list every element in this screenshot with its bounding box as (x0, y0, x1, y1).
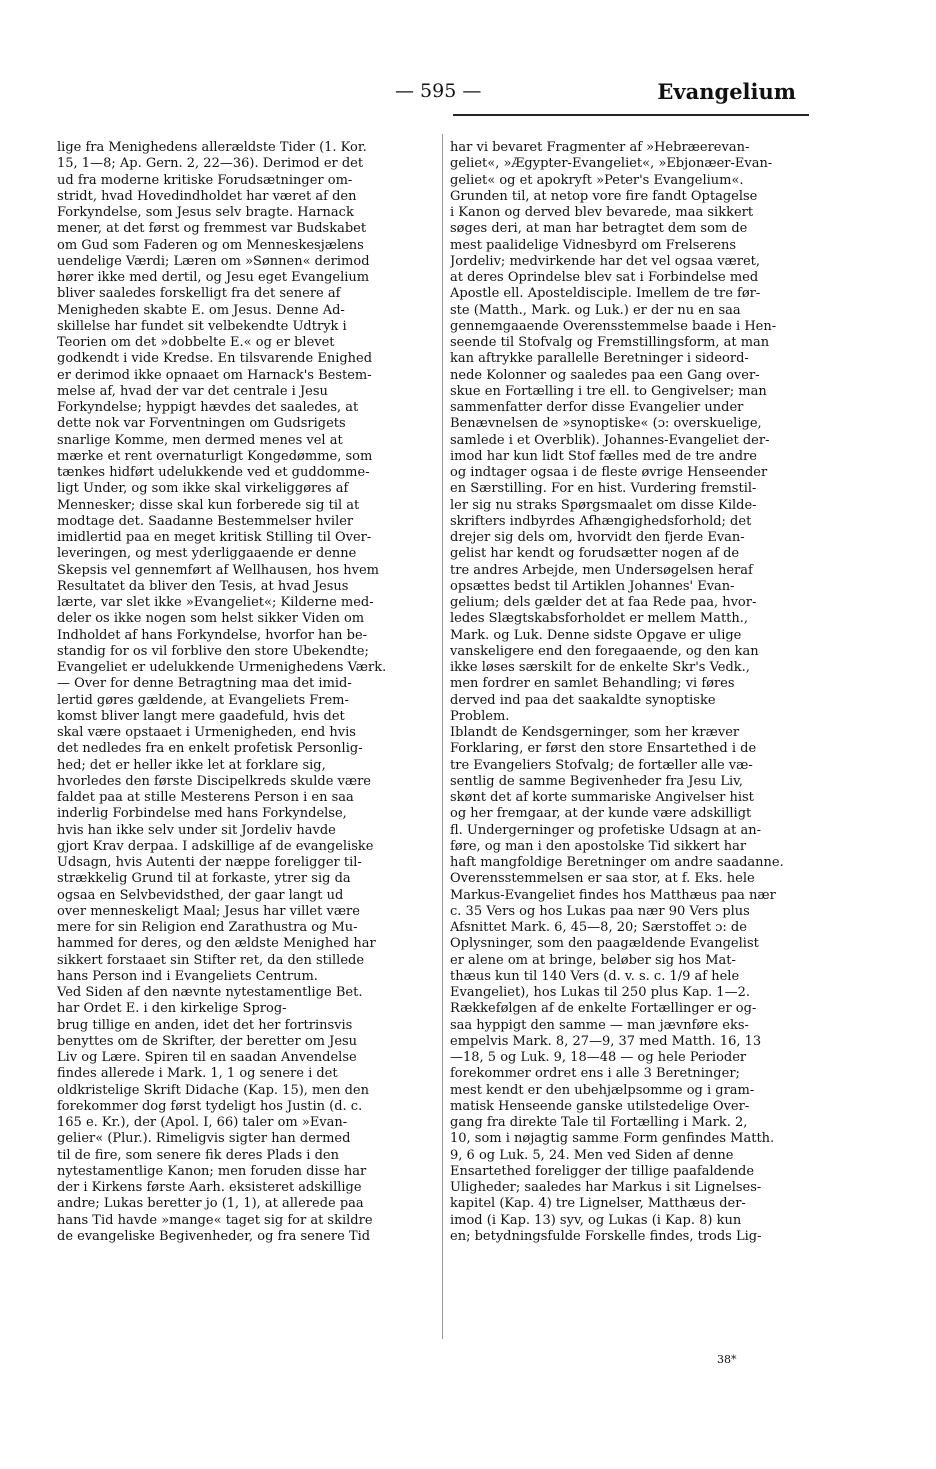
text-line: —18, 5 og Luk. 9, 18—48 — og hele Perioder (450, 1050, 747, 1065)
text-line: i Kanon og derved blev bevarede, maa sikkert (450, 205, 754, 220)
text-line: Forklaring, er først den store Ensartethed i de (450, 741, 757, 757)
text-line: modtage det. Saadanne Bestemmelser hviler (57, 513, 354, 529)
text-line: lertid gøres gældende, at Evangeliets Frem- (57, 692, 349, 708)
text-line: 10, som i nøjagtig samme Form genfindes Matth. (450, 1131, 775, 1147)
text-line: 15, 1—8; Ap. Gern. 2, 22—36). Derimod er det (57, 156, 364, 172)
text-line: bliver saaledes forskelligt fra det senere af (57, 286, 341, 302)
text-line: ud fra moderne kritiske Forudsætninger om- (57, 172, 353, 188)
text-line: Ensartethed foreligger der tillige paafaldende (450, 1163, 755, 1179)
text-line: de evangeliske Begivenheder, og fra senere Tid (57, 1228, 371, 1244)
text-line: geliet« og et apokryft »Peter's Evangelium«. (450, 172, 744, 188)
text-line: til de fire, som senere fik deres Plads i den (57, 1147, 339, 1163)
text-line: lige fra Menighedens allerældste Tider (1. Kor. (57, 140, 367, 155)
text-line: Indholdet af hans Forkyndelse, hvorfor han be- (57, 627, 368, 643)
text-line: Mark. og Luk. Denne sidste Opgave er ulige (450, 627, 742, 643)
text-line: findes allerede i Mark. 1, 1 og senere i det (57, 1066, 338, 1082)
left-column (57, 140, 433, 1245)
text-line: hører ikke med dertil, og Jesu eget Evangelium (57, 270, 370, 285)
text-line: komst bliver langt mere gaadefuld, hvis det (57, 708, 345, 724)
text-line: uendelige Værdi; Læren om »Sønnen« derimod (57, 253, 370, 269)
text-line: tre andres Arbejde, men Undersøgelsen heraf (450, 562, 753, 578)
text-line: gelium; dels gælder det at faa Rede paa, hvor- (450, 595, 757, 610)
text-line: at deres Oprindelse blev sat i Forbindelse med (450, 270, 759, 285)
text-line: brug tillige en anden, idet det her fortrinsvis (57, 1017, 353, 1033)
text-line: og her fremgaar, at der kunde være adskilligt (450, 806, 752, 822)
text-line: seende til Stofvalg og Fremstillingsform, at man (450, 335, 770, 350)
text-line: lærte, var slet ikke »Evangeliet«; Kilderne med- (57, 595, 374, 610)
text-line: leveringen, og mest yderliggaaende er denne (57, 546, 357, 562)
text-line: imidlertid paa en meget kritisk Stilling til Over- (57, 530, 372, 545)
text-line: skønt det af korte summariske Angivelser hist (450, 790, 754, 805)
text-line: Mennesker; disse skal kun forberede sig til at (57, 497, 360, 513)
text-line: empelvis Mark. 8, 27—9, 37 med Matth. 16, 13 (450, 1033, 762, 1049)
text-line: geliet«, »Ægypter-Evangeliet«, »Ebjonæer-Evan- (450, 156, 773, 172)
text-line: mener, at det først og fremmest var Budskabet (57, 221, 367, 237)
text-line: ler sig nu straks Spørgsmaalet om disse Kilde- (450, 497, 757, 513)
text-line: gelist har kendt og forudsætter nogen af de (450, 546, 740, 562)
text-line: Udsagn, hvis Autenti der næppe foreligger til- (57, 855, 362, 870)
text-line: deler os ikke nogen som helst sikker Viden om (57, 611, 365, 627)
text-line: kan aftrykke parallelle Beretninger i sideord- (450, 351, 749, 367)
text-line: godkendt i vide Kredse. En tilsvarende Enighed (57, 351, 373, 367)
text-line: Afsnittet Mark. 6, 45—8, 20; Særstoffet ɔ: de (450, 920, 747, 935)
text-line: Forkyndelse, som Jesus selv bragte. Harnack (57, 205, 354, 220)
text-line: om Gud som Faderen og om Menneskesjælens (57, 237, 364, 253)
text-line: Forkyndelse; hyppigt hævdes det saaledes, at (57, 400, 359, 415)
text-line: Uligheder; saaledes har Markus i sit Lignelses- (450, 1180, 762, 1195)
text-line: stridt, hvad Hovedindholdet har været af den (57, 188, 357, 204)
text-line: over menneskeligt Maal; Jesus har villet være (57, 903, 360, 919)
text-line: mærke et rent overnaturligt Kongedømme, som (57, 448, 373, 464)
text-line: haft mangfoldige Beretninger om andre saadanne. (450, 855, 784, 870)
text-line: mere for sin Religion end Zarathustra og Mu- (57, 920, 358, 935)
text-line: sentlig de samme Begivenheder fra Jesu Liv, (450, 773, 744, 789)
text-line: ikke løses særskilt for de enkelte Skr's Vedk., (450, 660, 750, 675)
text-line: opsættes bedst til Artiklen Johannes' Evan- (450, 578, 735, 594)
text-line: andre; Lukas beretter jo (1, 1), at allerede paa (57, 1196, 364, 1212)
text-line: men fordrer en samlet Behandling; vi føres (450, 676, 735, 692)
text-line: derved ind paa det saakaldte synoptiske (450, 692, 716, 708)
text-line: hans Tid havde »mange« taget sig for at skildre (57, 1212, 373, 1228)
text-line: hed; det er heller ikke let at forklare sig, (57, 757, 326, 773)
text-line: søges deri, at man har betragtet dem som de (450, 221, 748, 237)
header-rule (453, 114, 809, 116)
text-line: vanskeligere end den foregaaende, og den kan (450, 643, 759, 659)
text-line: en Særstilling. For en hist. Vurdering fremstil- (450, 481, 757, 497)
text-line: hvorledes den første Discipelkreds skulde være (57, 773, 371, 789)
text-line: sikkert forstaaet sin Stifter ret, da den stillede (57, 952, 365, 968)
text-line: ligt Under, og som ikke skal virkeliggøres af (57, 481, 349, 497)
text-line: Evangeliet), hos Lukas til 250 plus Kap. 1—2. (450, 985, 750, 1000)
text-line: Oplysninger, som den paagældende Evangelist (450, 936, 759, 952)
text-line: føre, og man i den apostolske Tid sikkert har (450, 838, 747, 854)
signature-mark: 38* (717, 1353, 737, 1366)
text-line: forekommer dog først tydeligt hos Justin (d. c. (57, 1098, 363, 1114)
text-line: er alene om at bringe, beløber sig hos Mat- (450, 952, 736, 968)
text-line: Evangeliet er udelukkende Urmenighedens Værk. (57, 660, 387, 675)
text-line: tænkes hidført udelukkende ved et guddomme- (57, 465, 370, 480)
text-line: thæus kun til 140 Vers (d. v. s. c. 1/9 af hele (450, 968, 740, 984)
text-line: drejer sig dels om, hvorvidt den fjerde Evan- (450, 530, 745, 545)
text-line: faldet paa at stille Mesterens Person i en saa (57, 790, 354, 805)
text-line: ste (Matth., Mark. og Luk.) er der nu en saa (450, 302, 741, 318)
text-line: Benævnelsen de »synoptiske« (ɔ: overskuelige, (450, 416, 762, 432)
text-line: nede Kolonner og saaledes paa een Gang over- (450, 367, 760, 383)
text-line: Liv og Lære. Spiren til en saadan Anvendelse (57, 1050, 357, 1065)
text-line: skal være opstaaet i Urmenigheden, end hvis (57, 725, 356, 740)
text-line: Skepsis vel gennemført af Wellhausen, hos hvem (57, 562, 379, 578)
text-line: standig for os vil forblive den store Ubekendte; (57, 643, 369, 659)
text-line: strækkelig Grund til at forkaste, ytrer sig da (57, 871, 351, 887)
text-line: har vi bevaret Fragmenter af »Hebræerevan- (450, 140, 750, 155)
text-line: skrifters indbyrdes Afhængighedsforhold; det (450, 513, 752, 529)
text-line: 165 e. Kr.), der (Apol. I, 66) taler om »Evan- (57, 1115, 348, 1130)
text-line: skue en Fortælling i tre ell. to Gengivelser; man (450, 383, 767, 399)
text-line: en; betydningsfulde Forskelle findes, trods Lig- (450, 1228, 762, 1244)
text-line: gelier« (Plur.). Rimeligvis sigter han dermed (57, 1131, 351, 1147)
text-line: kapitel (Kap. 4) tre Lignelser, Matthæus der- (450, 1196, 746, 1212)
text-line: forekommer ordret ens i alle 3 Beretninger; (450, 1066, 740, 1082)
text-line: Jordeliv; medvirkende har det vel ogsaa været, (450, 253, 761, 269)
text-line: Menigheden skabte E. om Jesus. Denne Ad- (57, 302, 345, 318)
headword: Evangelium (657, 79, 796, 104)
text-line: Teorien om det »dobbelte E.« og er blevet (57, 335, 335, 350)
text-line: Markus-Evangeliet findes hos Matthæus paa nær (450, 887, 776, 903)
text-line: der i Kirkens første Aarh. eksisteret adskillige (57, 1180, 362, 1195)
text-line: c. 35 Vers og hos Lukas paa nær 90 Vers plus (450, 903, 750, 919)
text-line: benyttes om de Skrifter, der beretter om Jesu (57, 1033, 358, 1049)
text-line: hvis han ikke selv under sit Jordeliv havde (57, 822, 336, 838)
text-line: nytestamentlige Kanon; men foruden disse har (57, 1163, 367, 1179)
text-line: og indtager ogsaa i de fleste øvrige Henseender (450, 465, 768, 480)
text-line: det nedledes fra en enkelt profetisk Personlig- (57, 741, 363, 757)
text-line: matisk Henseende ganske utilstedelige Over- (450, 1098, 750, 1114)
text-line: mest paalidelige Vidnesbyrd om Frelserens (450, 237, 737, 253)
text-line: gennemgaaende Overensstemmelse baade i Hen- (450, 318, 777, 334)
text-line: hans Person ind i Evangeliets Centrum. (57, 968, 318, 984)
column-divider (442, 134, 443, 1339)
text-line: samlede i et Overblik). Johannes-Evangeliet der- (450, 432, 770, 448)
text-line: ledes Slægtskabsforholdet er mellem Matth., (450, 611, 749, 627)
text-line: er derimod ikke opnaaet om Harnack's Bestem- (57, 367, 372, 383)
text-line: Resultatet da bliver den Tesis, at hvad Jesus (57, 578, 349, 594)
text-line: fl. Undergerninger og profetiske Udsagn at an- (450, 822, 762, 838)
text-line: dette nok var Forventningen om Gudsrigets (57, 416, 346, 432)
text-line: ogsaa en Selvbevidsthed, der gaar langt ud (57, 887, 344, 903)
text-line: melse af, hvad der var det centrale i Jesu (57, 383, 328, 399)
text-line: sammenfatter derfor disse Evangelier under (450, 400, 744, 415)
text-line: saa hyppigt den samme — man jævnføre eks- (450, 1017, 749, 1033)
text-line: gjort Krav derpaa. I adskillige af de evangeliske (57, 838, 374, 854)
text-line: skillelse har fundet sit velbekendte Udtryk i (57, 318, 347, 334)
text-line: imod har kun lidt Stof fælles med de tre andre (450, 448, 757, 464)
text-line: inderlig Forbindelse med hans Forkyndelse, (57, 806, 347, 822)
text-line: har Ordet E. i den kirkelige Sprog- (57, 1001, 287, 1017)
text-line: Problem. (450, 708, 510, 724)
text-line: oldkristelige Skrift Didache (Kap. 15), men den (57, 1082, 369, 1098)
text-line: Overensstemmelsen er saa stor, at f. Eks. hele (450, 871, 755, 887)
page-number: — 595 — (395, 80, 482, 102)
text-line: hammed for deres, og den ældste Menighed har (57, 936, 376, 952)
text-line: — Over for denne Betragtning maa det imid- (57, 676, 352, 692)
text-line: Iblandt de Kendsgerninger, som her kræver (450, 725, 740, 740)
text-line: snarlige Komme, men dermed menes vel at (57, 432, 343, 448)
text-line: gang fra direkte Tale til Fortælling i Mark. 2, (450, 1115, 748, 1130)
text-line: Rækkefølgen af de enkelte Fortællinger er og- (450, 1001, 757, 1017)
text-line: imod (i Kap. 13) syv, og Lukas (i Kap. 8) kun (450, 1212, 742, 1228)
text-line: Apostle ell. Aposteldisciple. Imellem de tre før- (450, 286, 761, 302)
text-line: Ved Siden af den nævnte nytestamentlige Bet. (57, 985, 363, 1000)
text-line: tre Evangeliers Stofvalg; de fortæller alle væ- (450, 757, 753, 773)
text-line: 9, 6 og Luk. 5, 24. Men ved Siden af denne (450, 1147, 734, 1163)
text-line: Grunden til, at netop vore fire fandt Optagelse (450, 188, 758, 204)
right-column (450, 140, 816, 1245)
text-line: mest kendt er den ubehjælpsomme og i gram- (450, 1082, 755, 1098)
